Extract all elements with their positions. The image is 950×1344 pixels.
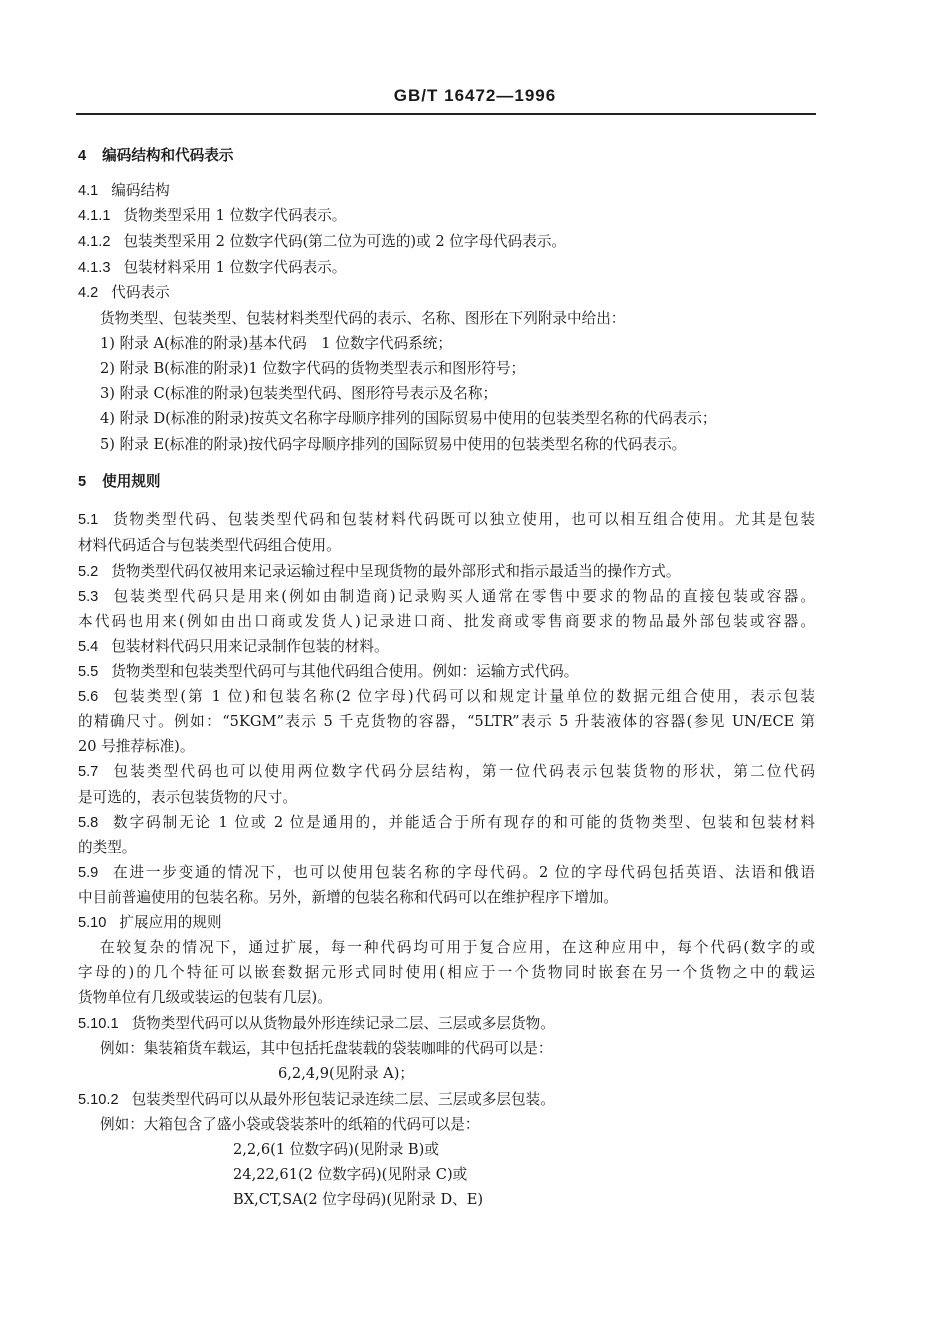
clause-line bbox=[78, 280, 815, 305]
clause-text: 代码表示 bbox=[111, 284, 170, 301]
clause-text: 例如：集装箱货车载运，其中包括托盘装载的袋装咖啡的代码可以是： bbox=[100, 1040, 553, 1057]
clause-number: 5.6 bbox=[78, 689, 99, 705]
clause-number: 4.1.3 bbox=[78, 260, 111, 276]
clause-line bbox=[78, 860, 815, 885]
text-line bbox=[100, 356, 815, 381]
text-line bbox=[78, 885, 815, 910]
clause-text: 的类型。 bbox=[78, 839, 137, 856]
clause-text: 货物类型采用 1 位数字代码表示。 bbox=[123, 207, 347, 224]
clause-text: 本代码也用来(例如由出口商或发货人)记录进口商、批发商或零售商要求的物品最外部包装或容器。 bbox=[78, 613, 815, 630]
clause-text: 中目前普遍使用的包装名称。另外，新增的包装名称和代码可以在维护程序下增加。 bbox=[78, 889, 618, 906]
clause-text: 字母的)的几个特征可以嵌套数据元形式同时使用(相应于一个货物同时嵌套在另一个货物之中的载运 bbox=[78, 964, 815, 981]
clause-text: 编码结构 bbox=[111, 182, 170, 199]
clause-text: 货物类型和包装类型代码可与其他代码组合使用。例如：运输方式代码。 bbox=[111, 663, 579, 680]
clause-line bbox=[78, 1011, 815, 1036]
clause-text: 1) 附录 A(标准的附录)基本代码 1 位数字代码系统； bbox=[100, 335, 452, 352]
text-line bbox=[100, 935, 815, 960]
clause-text: 包装类型代码可以从最外形包装记录连续二层、三层或多层包装。 bbox=[131, 1091, 555, 1108]
clause-line bbox=[78, 634, 815, 659]
clause-number: 5.10 bbox=[78, 915, 107, 931]
code-example bbox=[233, 1137, 950, 1162]
clause-text: 在进一步变通的情况下，也可以使用包装名称的字母代码。2 位的字母代码包括英语、法语和俄语 bbox=[111, 864, 815, 881]
clause-line bbox=[78, 559, 815, 584]
clause-text: 货物类型代码、包装类型代码和包装材料代码既可以独立使用，也可以相互组合使用。尤其是包装 bbox=[111, 511, 815, 528]
clause-text: 5) 附录 E(标准的附录)按代码字母顺序排列的国际贸易中使用的包装类型名称的代码表示。 bbox=[100, 436, 687, 453]
text-line bbox=[78, 533, 815, 558]
clause-number: 5.3 bbox=[78, 589, 99, 605]
text-line bbox=[100, 406, 815, 431]
clause-number: 5.10.2 bbox=[78, 1092, 119, 1108]
clause-text: BX,CT,SA(2 位字母码)(见附录 D、E) bbox=[233, 1191, 484, 1208]
clause-text: 6,2,4,9(见附录 A)； bbox=[278, 1065, 414, 1082]
clause-line bbox=[78, 910, 815, 935]
clause-text: 包装类型采用 2 位数字代码(第二位为可选的)或 2 位字母代码表示。 bbox=[123, 233, 567, 250]
clause-line bbox=[78, 178, 815, 203]
text-line bbox=[78, 709, 815, 734]
clause-number: 5.9 bbox=[78, 865, 99, 881]
section-heading bbox=[78, 469, 815, 494]
clause-text: 3) 附录 C(标准的附录)包装类型代码、图形符号表示及名称； bbox=[100, 385, 498, 402]
clause-number: 5.10.1 bbox=[78, 1016, 119, 1032]
clause-text: 货物单位有几级或装运的包装有几层)。 bbox=[78, 989, 332, 1006]
clause-text: 货物类型代码仅被用来记录运输过程中呈现货物的最外部形式和指示最适当的操作方式。 bbox=[111, 563, 681, 580]
text-line bbox=[100, 432, 815, 457]
text-line bbox=[100, 1036, 815, 1061]
clause-number: 4 bbox=[78, 148, 87, 164]
clause-number: 4.1.2 bbox=[78, 234, 111, 250]
clause-text: 包装类型(第 1 位)和包装名称(2 位字母)代码可以和规定计量单位的数据元组合使用，表示包装 bbox=[111, 688, 815, 705]
text-line bbox=[78, 960, 815, 985]
code-example bbox=[278, 1061, 950, 1086]
clause-number: 5.7 bbox=[78, 764, 99, 780]
clause-line bbox=[78, 659, 815, 684]
clause-text: 的精确尺寸。例如：“5KGM”表示 5 千克货物的容器，“5LTR”表示 5 升装液体的容器(参见 UN/ECE 第 bbox=[78, 713, 815, 730]
clause-number: 5.1 bbox=[78, 512, 99, 528]
code-example bbox=[233, 1162, 950, 1187]
text-line bbox=[100, 381, 815, 406]
clause-text: 包装类型代码也可以使用两位数字代码分层结构，第一位代码表示包装货物的形状，第二位代码 bbox=[111, 763, 815, 780]
clause-text: 2) 附录 B(标准的附录)1 位数字代码的货物类型表示和图形符号； bbox=[100, 360, 526, 377]
clause-line bbox=[78, 584, 815, 609]
clause-text: 包装材料代码只用来记录制作包装的材料。 bbox=[111, 638, 389, 655]
text-line bbox=[78, 835, 815, 860]
clause-text: 编码结构和代码表示 bbox=[102, 147, 234, 164]
text-line bbox=[78, 734, 815, 759]
clause-text: 4) 附录 D(标准的附录)按英文名称字母顺序排列的国际贸易中使用的包装类型名称的代码表示； bbox=[100, 410, 717, 427]
clause-text: 材料代码适合与包装类型代码组合使用。 bbox=[78, 537, 341, 554]
text-line bbox=[78, 785, 815, 810]
clause-text: 在较复杂的情况下，通过扩展，每一种代码均可用于复合应用，在这种应用中，每个代码(数字的或 bbox=[100, 939, 815, 956]
clause-text: 包装材料采用 1 位数字代码表示。 bbox=[123, 259, 347, 276]
clause-text: 包装类型代码只是用来(例如由制造商)记录购买人通常在零售中要求的物品的直接包装或容器。 bbox=[111, 588, 815, 605]
clause-line bbox=[78, 229, 815, 254]
text-line bbox=[100, 1112, 815, 1137]
section-heading bbox=[78, 143, 815, 168]
clause-line bbox=[78, 507, 815, 532]
clause-text: 货物类型代码可以从货物最外形连续记录二层、三层或多层货物。 bbox=[131, 1015, 555, 1032]
clause-text: 数字码制无论 1 位或 2 位是通用的，并能适合于所有现存的和可能的货物类型、包装和包装材料 bbox=[111, 814, 815, 831]
text-line bbox=[78, 609, 815, 634]
text-line bbox=[78, 985, 815, 1010]
clause-line bbox=[78, 255, 815, 280]
text-line bbox=[100, 331, 815, 356]
clause-line bbox=[78, 684, 815, 709]
clause-number: 4.1 bbox=[78, 183, 99, 199]
clause-text: 20 号推荐标准)。 bbox=[78, 738, 195, 755]
clause-number: 5.4 bbox=[78, 639, 99, 655]
clause-line bbox=[78, 759, 815, 784]
clause-number: 4.2 bbox=[78, 285, 99, 301]
clause-number: 5.5 bbox=[78, 664, 99, 680]
clause-text: 扩展应用的规则 bbox=[119, 914, 222, 931]
clause-number: 4.1.1 bbox=[78, 208, 111, 224]
clause-line bbox=[78, 1087, 815, 1112]
clause-number: 5.8 bbox=[78, 815, 99, 831]
code-example bbox=[233, 1187, 950, 1212]
clause-text: 货物类型、包装类型、包装材料类型代码的表示、名称、图形在下列附录中给出： bbox=[100, 310, 626, 327]
clause-text: 使用规则 bbox=[102, 473, 161, 490]
clause-number: 5.2 bbox=[78, 564, 99, 580]
clause-line bbox=[78, 203, 815, 228]
document-header: GB/T 16472—1996 bbox=[393, 86, 557, 105]
clause-number: 5 bbox=[78, 474, 87, 490]
clause-text: 例如：大箱包含了盛小袋或袋装茶叶的纸箱的代码可以是： bbox=[100, 1116, 480, 1133]
header-rule bbox=[76, 113, 816, 115]
clause-text: 24,22,61(2 位数字码)(见附录 C)或 bbox=[233, 1166, 468, 1183]
clause-text: 2,2,6(1 位数字码)(见附录 B)或 bbox=[233, 1141, 439, 1158]
clause-text: 是可选的，表示包装货物的尺寸。 bbox=[78, 789, 297, 806]
clause-line bbox=[78, 810, 815, 835]
text-line bbox=[100, 306, 815, 331]
